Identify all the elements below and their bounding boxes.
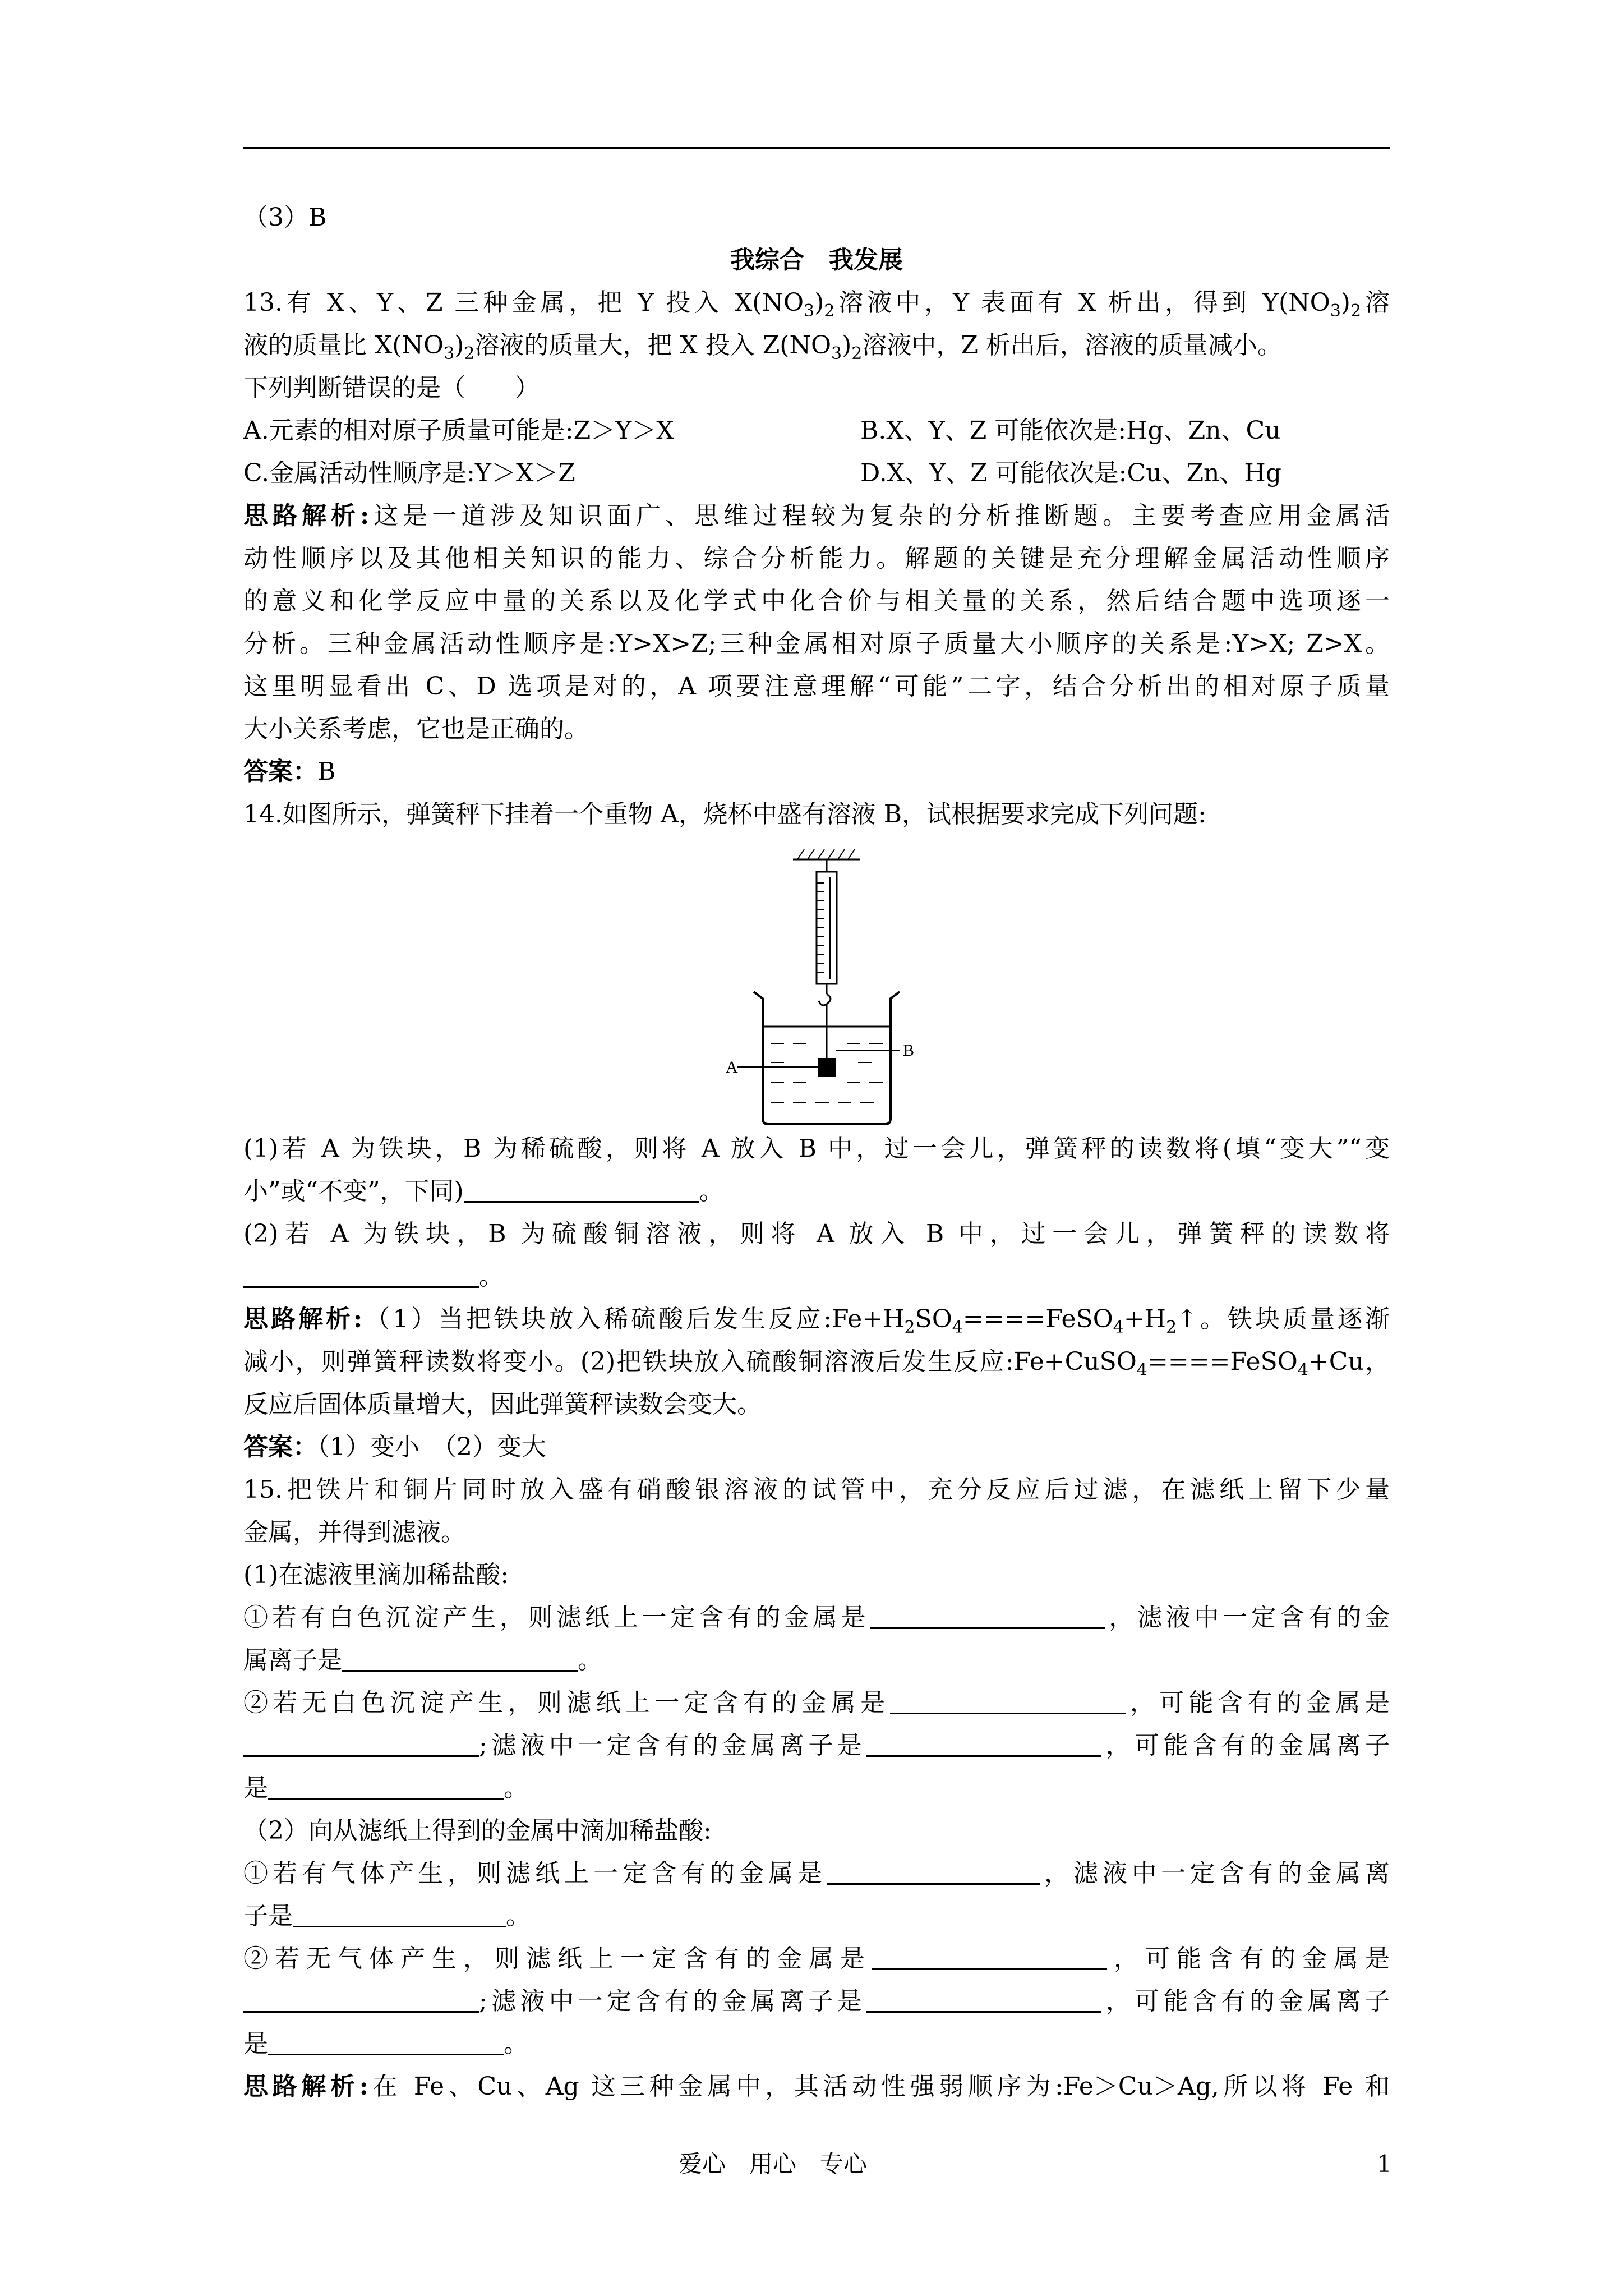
q15-stem-line-2: 金属，并得到滤液。 [243, 1518, 465, 1547]
spring-scale-figure [243, 836, 1390, 1128]
q12-answer: （3）B [243, 203, 327, 232]
q15-p2-2-line-1: ②若无气体产生，则滤纸上一定含有的金属是 ，可能含有的金属是 [243, 1938, 1390, 1980]
answer-blank[interactable] [268, 1769, 504, 1800]
q14-answer-line [243, 1426, 1390, 1469]
q13-options-row-1 [243, 409, 1390, 452]
answer-blank[interactable] [872, 1939, 1107, 1970]
answer-blank[interactable] [243, 1982, 479, 2013]
q13-analysis-line-2: 动性顺序以及其他相关知识的能力、综合分析能力。解题的关键是充分理解金属活动性顺序 [243, 544, 1390, 573]
question-14 [243, 793, 1390, 1469]
answer-blank[interactable] [870, 1598, 1105, 1629]
option-b: B.X、Y、Z 可能依次是:Hg、Zn、Cu [860, 416, 1281, 445]
analysis-label: 思路解析: [243, 501, 370, 530]
analysis-label: 思路解析: [243, 1305, 363, 1333]
q15-p1-1-line-1: ①若有白色沉淀产生，则滤纸上一定含有的金属是 ，滤液中一定含有的金 [243, 1596, 1390, 1639]
ceiling-hatch [797, 849, 855, 859]
q13-answer: B [317, 757, 336, 786]
q15-p2-1-line-1: ①若有气体产生，则滤纸上一定含有的金属是 ，滤液中一定含有的金属离 [243, 1852, 1390, 1895]
q15-p2-2-line-2: ;滤液中一定含有的金属离子是 ，可能含有的金属离子 [243, 1980, 1390, 2023]
analysis-label: 思路解析: [243, 2072, 368, 2101]
section-title: 我综合 我发展 [730, 246, 903, 274]
q15-p1-1-line-2: 属离子是 。 [243, 1639, 1390, 1682]
q15-p1-2-line-2: ;滤液中一定含有的金属离子是 ，可能含有的金属离子 [243, 1724, 1390, 1767]
q13-stem-line-1: 13.有 X、Y、Z 三种金属，把 Y 投入 $X(NO_3)_2$溶液中，Y 表面有 X 析出，得到 $Y(NO_3)_2$溶 [243, 288, 1390, 321]
answer-blank[interactable] [342, 1641, 578, 1672]
answer-blank[interactable] [866, 1982, 1101, 2013]
option-c: C.金属活动性顺序是:Y＞X＞Z [243, 459, 575, 487]
weight-a [818, 1058, 836, 1077]
header-rule [243, 147, 1390, 149]
answer-label: 答案： [243, 1433, 317, 1461]
q14-part2-line-2: 。 [243, 1255, 1390, 1298]
q13-stem-line-3: 下列判断错误的是（ ） [243, 374, 540, 402]
q15-p2-1-line-2: 子是 。 [243, 1895, 1390, 1938]
answer-blank[interactable] [890, 1683, 1126, 1714]
q15-p1-2-line-3: 是 。 [243, 1767, 1390, 1810]
fig-label-a: A [726, 1058, 738, 1076]
q13-analysis-line-3: 的意义和化学反应中量的关系以及化学式中化合价与相关量的关系，然后结合题中选项逐一 [243, 587, 1390, 615]
hook [819, 994, 831, 1005]
q14-stem: 14.如图所示，弹簧秤下挂着一个重物 A，烧杯中盛有溶液 B，试根据要求完成下列问题: [243, 800, 1206, 829]
document-page [243, 196, 1390, 2108]
question-13 [243, 282, 1390, 793]
question-15 [243, 1469, 1390, 2108]
q15-stem-line-1: 15.把铁片和铜片同时放入盛有硝酸银溶液的试管中，充分反应后过滤，在滤纸上留下少量 [243, 1475, 1390, 1504]
answer-blank[interactable] [293, 1897, 506, 1927]
q15-p2-2-line-3: 是 。 [243, 2023, 1390, 2065]
option-d: D.X、Y、Z 可能依次是:Cu、Zn、Hg [860, 459, 1281, 487]
q15-p1-2-line-1: ②若无白色沉淀产生，则滤纸上一定含有的金属是 ，可能含有的金属是 [243, 1682, 1390, 1724]
q12-answer-line [243, 196, 1390, 239]
footer-motto: 爱心 用心 专心 [679, 2150, 868, 2178]
q13-stem-line-2: 液的质量比 $X(NO_3)_2$溶液的质量大，把 X 投入 $Z(NO_3)_2$溶液中，Z 析出后，溶液的质量减小。 [243, 331, 1282, 364]
answer-blank[interactable] [827, 1854, 1040, 1885]
answer-blank[interactable] [866, 1726, 1101, 1757]
q14-answer: （1）变小 （2）变大 [317, 1433, 546, 1461]
q14-analysis-line-1: 思路解析:（1）当把铁块放入稀硫酸后发生反应$:Fe+H_2SO_4====FeSO_4+H_2↑$。铁块质量逐渐 [243, 1305, 1390, 1337]
answer-label: 答案： [243, 757, 317, 786]
q14-analysis-line-2: 减小，则弹簧秤读数将变小。(2)把铁块放入硫酸铜溶液后发生反应:Fe+CuSO$_4$====FeSO$_4$+Cu， [243, 1347, 1390, 1380]
q15-analysis-line-1: 思路解析:在 Fe、Cu、Ag 这三种金属中，其活动性强弱顺序为:Fe＞Cu＞Ag,所以将 Fe 和 [243, 2072, 1390, 2101]
q13-analysis-line-4: 分析。三种金属活动性顺序是:Y>X>Z;三种金属相对原子质量大小顺序的关系是:Y>X; Z>X。 [243, 629, 1390, 658]
q14-part1-line-2: 小”或“不变”，下同) 。 [243, 1170, 1390, 1213]
q14-part2-line-1: (2)若 A 为铁块，B 为硫酸铜溶液，则将 A 放入 B 中，过一会儿，弹簧秤的读数将 [243, 1220, 1390, 1248]
page-number: 1 [1377, 2150, 1392, 2178]
q13-analysis-line-5: 这里明显看出 C、D 选项是对的，A 项要注意理解“可能”二字，结合分析出的相对原子质量 [243, 672, 1390, 701]
q14-analysis-line-3: 反应后固体质量增大，因此弹簧秤读数会变大。 [243, 1390, 762, 1419]
q13-options-row-2 [243, 452, 1390, 495]
q13-analysis-line-6: 大小关系考虑，它也是正确的。 [243, 715, 589, 743]
q14-part1-line-1: (1)若 A 为铁块，B 为稀硫酸，则将 A 放入 B 中，过一会儿，弹簧秤的读数将(填“变大”“变 [243, 1134, 1390, 1163]
q15-part2: （2）向从滤纸上得到的金属中滴加稀盐酸: [243, 1816, 712, 1845]
answer-blank[interactable] [268, 2024, 504, 2055]
fig-label-b: B [903, 1041, 915, 1060]
q13-answer-line [243, 751, 1390, 793]
answer-blank[interactable] [243, 1257, 479, 1288]
answer-blank[interactable] [243, 1726, 479, 1757]
spring-scale-diagram [726, 847, 928, 1128]
option-a: A.元素的相对原子质量可能是:Z＞Y＞X [243, 416, 674, 445]
q15-part1: (1)在滤液里滴加稀盐酸: [243, 1561, 509, 1589]
q13-analysis-line-1: 思路解析:这是一道涉及知识面广、思维过程较为复杂的分析推断题。主要考查应用金属活 [243, 501, 1390, 530]
answer-blank[interactable] [464, 1172, 699, 1203]
